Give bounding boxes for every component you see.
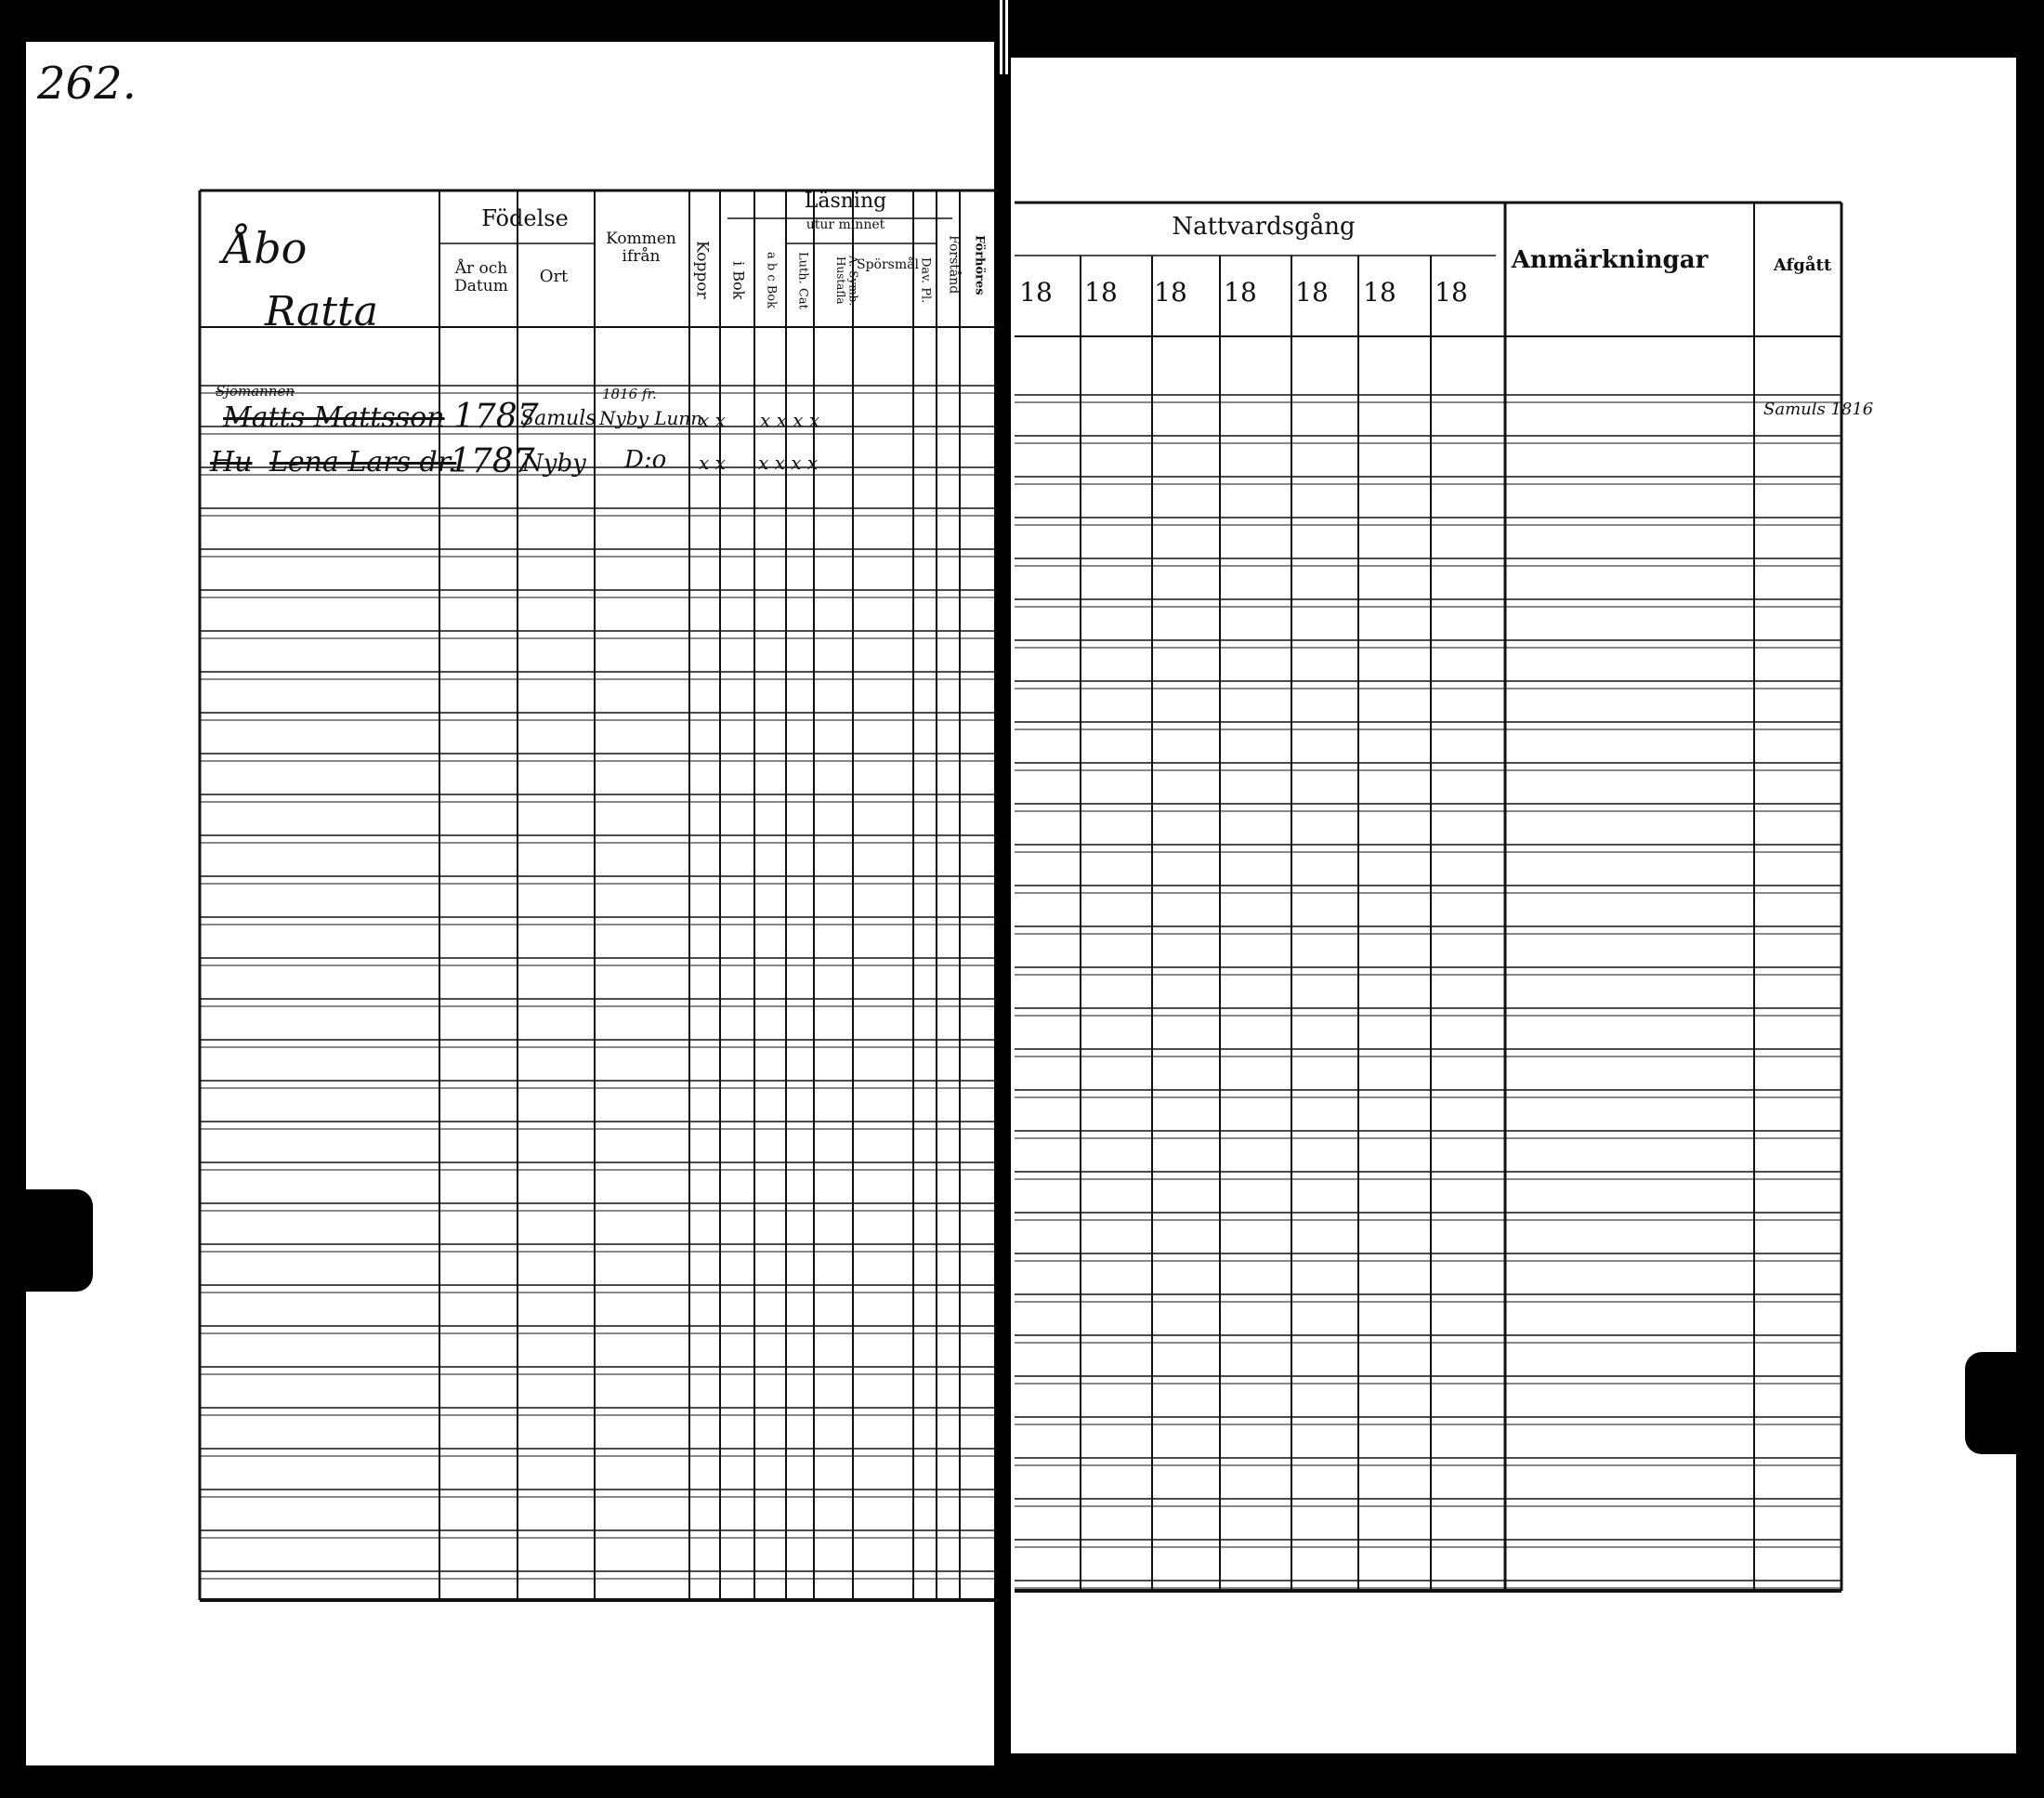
header-afgatt: Afgått [1773,256,1832,275]
header-koppor: Koppor [692,240,712,299]
header-lasning: Läsning [804,190,887,213]
entry-1-name: Matts Mattsson [223,401,445,434]
page-number: 262. [37,58,137,110]
header-year-prefix: 18 [1435,277,1468,308]
header-kommen-ifran: Kommen ifrån [606,230,676,266]
entry-2-moved-from: D:o [624,446,667,474]
entry-2-name: Lena Lars dr. [269,446,457,479]
header-ort: Ort [539,267,569,286]
header-anmarkningar: Anmärkningar [1511,246,1709,274]
entry-1-moved-from: Nyby Lunn [599,407,703,429]
entry-2-memory: x x x x [758,452,819,474]
header-luth-cat: Luth. Cat [795,252,810,309]
header-year-prefix: 18 [1084,277,1118,308]
header-year-prefix: 18 [1019,277,1053,308]
header-symb-haf: A. Symb. Hustafla [834,255,860,307]
entry-1-reading: x x [699,409,726,431]
entry-2-birth-year: 1787 [450,442,535,480]
entry-1-birth-year: 1787 [453,398,539,436]
header-nattvardsgang: Nattvardsgång [1172,213,1356,241]
header-abc-bok: a b c Bok [764,252,779,309]
header-year-prefix: 18 [1295,277,1329,308]
header-year-prefix: 18 [1224,277,1257,308]
header-dav-pl: Dav. Pl. [918,257,933,304]
entry-2-birth-place: Nyby [522,450,586,478]
entry-1-moved-year: 1816 fr. [602,386,657,402]
header-sporsmal: Spörsmål [857,257,919,272]
entry-1-title: Sjömannen [216,383,295,400]
header-forstand: Förstånd [946,235,962,295]
entry-1-birth-place: Samuls [520,407,596,430]
header-ar-datum: År och Datum [454,259,508,295]
header-utur-minnet: utur minnet [806,217,885,232]
entry-2-title: Hu [210,446,253,479]
header-i-bok: i Bok [729,261,748,300]
entry-2-reading: x x [699,452,726,474]
header-edge-label: Förhöres [972,234,987,295]
entry-1-afgatt: Samuls 1816 [1763,400,1874,419]
header-fodelse: Födelse [481,205,569,231]
village-name: Åbo [223,223,308,273]
village-name-2: Ratta [265,288,378,335]
header-year-prefix: 18 [1154,277,1187,308]
entry-1-memory: x x x x [760,409,820,431]
header-year-prefix: 18 [1363,277,1396,308]
